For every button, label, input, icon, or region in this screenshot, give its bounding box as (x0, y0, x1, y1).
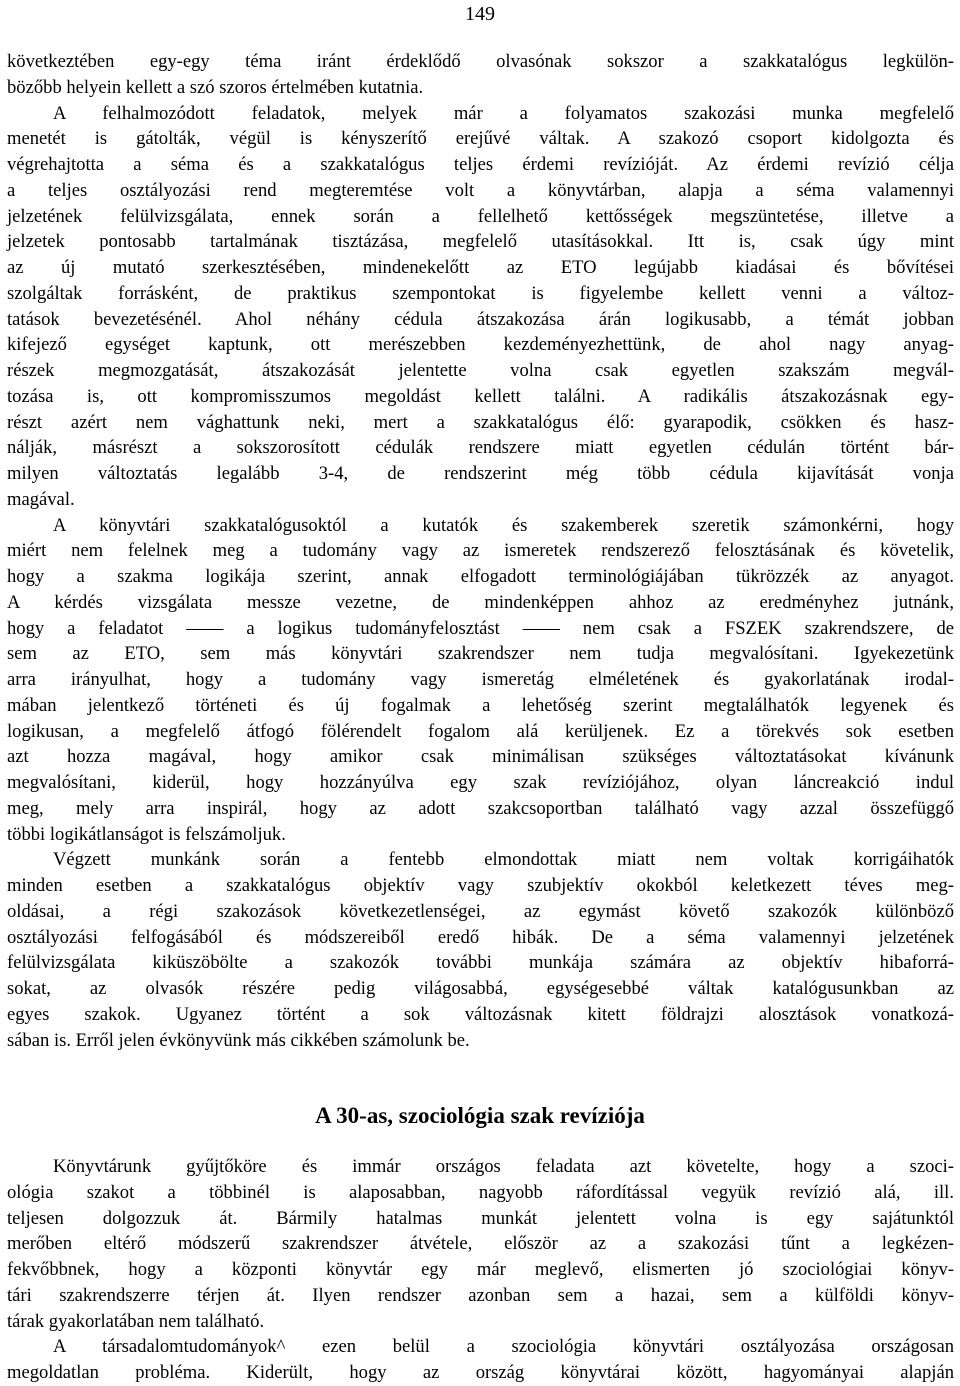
text-line: megvalósítani, kiderül, hogy hozzányúlva egy szak revíziójához, olyan láncreakció indul (7, 772, 954, 793)
text-line: Végzett munkánk során a fentebb elmondottak miatt nem voltak korrigáihatók (53, 849, 954, 871)
text-line: A kérdés vizsgálata messze vezetne, de mindenképpen ahhoz az eredményhez jutnánk, (7, 591, 954, 613)
text-line: teljesen dolgozzuk át. Bármily hatalmas munkát jelentett volna is egy sajátunktól (7, 1207, 954, 1229)
text-line: minden esetben a szakkatalógus objektív vagy szubjektív okokból keletkezett téves meg- (7, 875, 954, 896)
text-line: fekvőbbnek, hogy a központi könyvtár egy már meglevő, elismerten jó szociológiai könyv- (7, 1259, 954, 1280)
page-number: 149 (465, 3, 495, 25)
text-line: Könyvtárunk gyűjtőköre és immár országos feladata azt követelte, hogy a szoci- (53, 1156, 954, 1177)
text-line: tozása is, ott kompromisszumos megoldást kellett találni. A radikális átszakozásnak egy- (7, 385, 954, 407)
text-line: sem az ETO, sem más könyvtári szakrendszer nem tudja megvalósítani. Igyekezetünk (7, 643, 954, 665)
text-line: oldásai, a régi szakozások következetlenségei, az egymást követő szakozók különböző (7, 900, 954, 922)
text-line: részt azért nem vághattunk neki, mert a szakkatalógus élő: gyarapodik, csökken és hasz- (7, 411, 954, 433)
text-line: arra irányulhat, hogy a tudomány vagy ismeretág elméletének és gyakorlatának irodal- (7, 669, 954, 690)
text-line: részek megmozgatását, átszakozását jelentette volna csak egyetlen szakszám megvál- (7, 360, 954, 381)
text-line: mában jelentkező történeti és új fogalmak a lehetőség szerint megtalálhatók legyenek és (7, 694, 954, 716)
text-line: sokat, az olvasók részére pedig világosabbá, egységesebbé váltak katalógusunkban az (7, 978, 954, 999)
text-line: az új mutató szerkesztésében, mindenekelőtt az ETO legújabb kiadásai és bővítései (7, 257, 954, 278)
text-line: azt hozza magával, hogy amikor csak minimálisan szükséges változtatásokat kívánunk (7, 746, 954, 768)
text-line: sában is. Erről jelen évkönyvünk más cikkében számolunk be. (7, 1029, 470, 1051)
text-line: hogy a szakma logikája szerint, annak elfogadott terminológiájában tükrözzék az anyagot. (7, 566, 954, 587)
text-line: bözőbb helyein kellett a szó szoros értelmében kutatnia. (7, 76, 424, 98)
text-line: többi logikátlanságot is felszámoljuk. (7, 823, 286, 845)
text-line: nálják, másrészt a sokszorosított cédulák rendszere miatt egyetlen cédulán történt bár- (7, 437, 954, 459)
text-line: egyes szakok. Ugyanez történt a sok változásnak kitett földrajzi alosztások vonatkozá- (7, 1003, 954, 1025)
text-line: szolgáltak forrásként, de praktikus szempontokat is figyelembe kellett venni a változ- (7, 282, 954, 304)
text-line: felülvizsgálata kiküszöbölte a szakozók további munkája számára az objektív hibaforrá- (7, 952, 954, 974)
text-line: A társadalomtudományok^ ezen belül a szociológia könyvtári osztályozása országosan (53, 1336, 954, 1358)
text-line: miért nem felelnek meg a tudomány vagy az ismeretek rendszerező felosztásának és követelik, (7, 540, 954, 562)
text-line: hogy a feladatot —— a logikus tudományfelosztást —— nem csak a FSZEK szakrendszere, de (7, 617, 954, 639)
text-line: tárak gyakorlatában nem található. (7, 1310, 265, 1332)
text-line: logikusan, a megfelelő átfogó fölérendelt fogalom alá kerüljenek. Ez a törekvés sok esetben (7, 720, 954, 742)
text-line: következtében egy-egy téma iránt érdeklődő olvasónak sokszor a szakkatalógus legkülön- (7, 51, 954, 72)
text-line: megoldatlan probléma. Kiderült, hogy az ország könyvtárai között, hagyományai alapján (7, 1362, 954, 1383)
text-line: ológia szakot a többinél is alaposabban, nagyobb ráfordítással vegyük revízió alá, ill. (7, 1181, 954, 1203)
text-line: menetét is gátolták, végül is kényszerítő erejűvé váltak. A szakozó csoport kidolgozta és (7, 128, 954, 150)
text-line: magával. (7, 488, 75, 510)
text-line: merőben eltérő módszerű szakrendszer átvétele, először az a szakozási tűnt a legkézen- (7, 1233, 954, 1255)
text-line: tatások bevezetésénél. Ahol néhány cédula átszakozása árán logikusabb, a témát jobban (7, 308, 954, 330)
text-line: A könyvtári szakkatalógusoktól a kutatók és szakemberek szeretik számonkérni, hogy (53, 514, 954, 536)
text-line: meg, mely arra inspirál, hogy az adott szakcsoportban található vagy azzal összefüggő (7, 797, 954, 819)
text-line: jelzetének felülvizsgálata, ennek során a fellelhető kettősségek megszüntetése, illetve a (7, 205, 954, 227)
text-line: A felhalmozódott feladatok, melyek már a folyamatos szakozási munka megfelelő (53, 102, 954, 124)
text-line: a teljes osztályozási rend megteremtése volt a könyvtárban, alapja a séma valamennyi (7, 179, 954, 201)
text-line: végrehajtotta a séma és a szakkatalógus teljes érdemi revízióját. Az érdemi revízió célja (7, 154, 954, 175)
text-line: tári szakrendszerre térjen át. Ilyen rendszer azonban sem a hazai, sem a külföldi könyv- (7, 1284, 954, 1306)
text-line: jelzetek pontosabb tartalmának tisztázása, megfelelő utasításokkal. Itt is, csak úgy mint (7, 231, 954, 253)
section-heading: A 30-as, szociológia szak revíziója (315, 1103, 645, 1128)
text-line: milyen változtatás legalább 3-4, de rendszerint még több cédula kijavítását vonja (7, 463, 954, 484)
text-line: osztályozási felfogásából és módszereiből eredő hibák. De a séma valamennyi jelzetének (7, 926, 954, 948)
text-line: kifejező egységet kaptunk, ott merészebben kezdeményezhettünk, de ahol nagy anyag- (7, 334, 954, 356)
